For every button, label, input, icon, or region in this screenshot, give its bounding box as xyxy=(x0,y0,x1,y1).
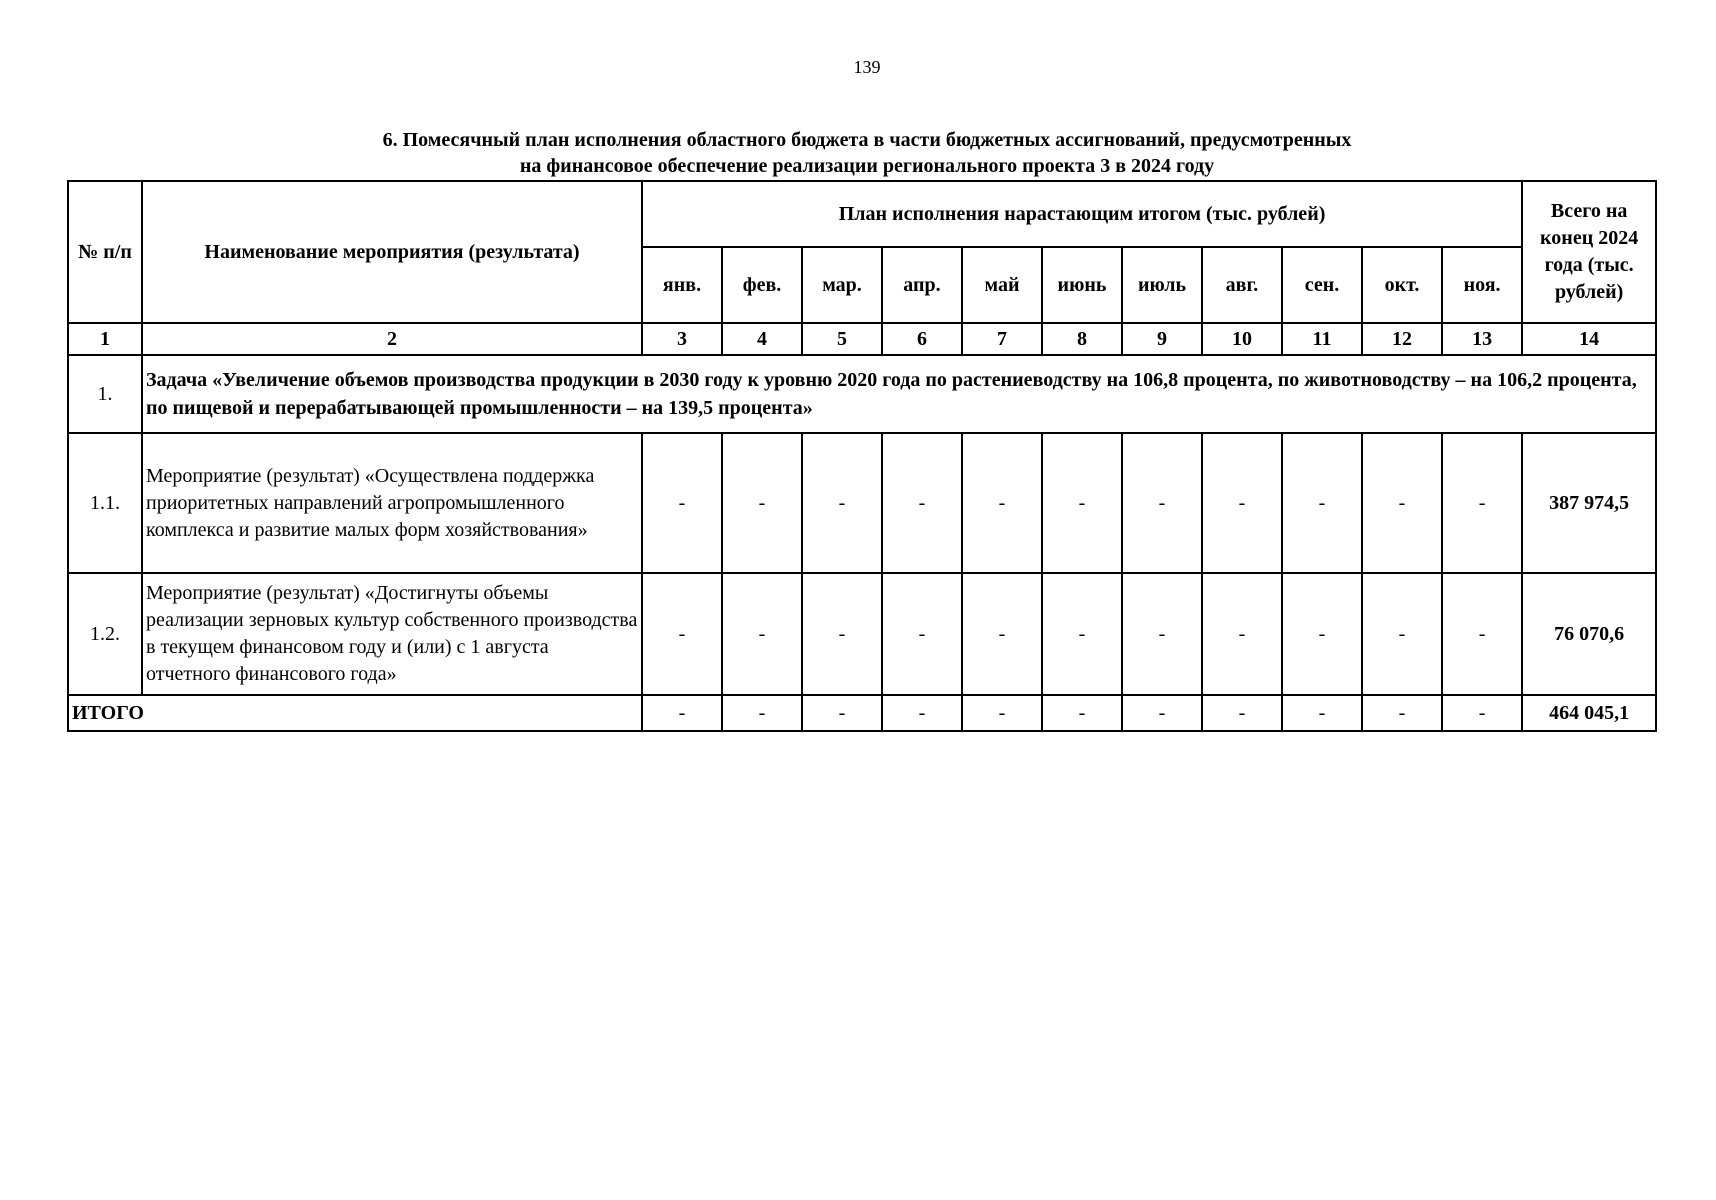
itogo-month-value: - xyxy=(1442,695,1522,731)
itogo-month-value: - xyxy=(1042,695,1122,731)
row-name: Мероприятие (результат) «Осуществлена поддержка приоритетных направлений агропромышленного комплекса и развитие малых форм хозяйствования» xyxy=(142,433,642,573)
column-number: 2 xyxy=(142,323,642,355)
itogo-month-value: - xyxy=(642,695,722,731)
month-value: - xyxy=(1282,433,1362,573)
header-num: № п/п xyxy=(68,181,142,323)
budget-plan-table xyxy=(67,180,1657,732)
header-total: Всего на конец 2024 года (тыс. рублей) xyxy=(1522,181,1656,323)
itogo-row xyxy=(68,695,1656,731)
month-value: - xyxy=(882,433,962,573)
itogo-total: 464 045,1 xyxy=(1522,695,1656,731)
column-number: 12 xyxy=(1362,323,1442,355)
column-number: 3 xyxy=(642,323,722,355)
month-value: - xyxy=(1282,573,1362,695)
month-value: - xyxy=(1202,433,1282,573)
month-value: - xyxy=(962,573,1042,695)
header-month: сен. xyxy=(1282,247,1362,323)
month-value: - xyxy=(1122,573,1202,695)
row-num: 1.2. xyxy=(68,573,142,695)
month-value: - xyxy=(1362,433,1442,573)
month-value: - xyxy=(1442,433,1522,573)
header-month: янв. xyxy=(642,247,722,323)
month-value: - xyxy=(1362,573,1442,695)
task-text: Задача «Увеличение объемов производства продукции в 2030 году к уровню 2020 года по растениеводству на 106,8 процента, по животноводству – на 106,2 процента, по пищевой и перерабатывающей промышленности – на 139,5 процента» xyxy=(142,355,1656,433)
row-num: 1.1. xyxy=(68,433,142,573)
itogo-month-value: - xyxy=(1282,695,1362,731)
column-number: 7 xyxy=(962,323,1042,355)
column-number: 4 xyxy=(722,323,802,355)
header-row-top xyxy=(68,181,1656,247)
header-month: май xyxy=(962,247,1042,323)
month-value: - xyxy=(802,433,882,573)
column-number: 10 xyxy=(1202,323,1282,355)
header-name: Наименование мероприятия (результата) xyxy=(142,181,642,323)
header-month: июнь xyxy=(1042,247,1122,323)
itogo-month-value: - xyxy=(802,695,882,731)
month-value: - xyxy=(1042,433,1122,573)
page-title xyxy=(150,127,1584,179)
table-row xyxy=(68,573,1656,695)
itogo-month-value: - xyxy=(962,695,1042,731)
itogo-month-value: - xyxy=(1362,695,1442,731)
page-number: 139 xyxy=(853,57,881,77)
itogo-month-value: - xyxy=(1202,695,1282,731)
column-number: 5 xyxy=(802,323,882,355)
header-month: окт. xyxy=(1362,247,1442,323)
month-value: - xyxy=(1442,573,1522,695)
column-number: 6 xyxy=(882,323,962,355)
month-value: - xyxy=(642,573,722,695)
itogo-month-value: - xyxy=(1122,695,1202,731)
month-value: - xyxy=(802,573,882,695)
month-value: - xyxy=(722,573,802,695)
month-value: - xyxy=(642,433,722,573)
month-value: - xyxy=(1122,433,1202,573)
month-value: - xyxy=(962,433,1042,573)
title-line-1: 6. Помесячный план исполнения областного бюджета в части бюджетных ассигнований, предусмотренных xyxy=(382,129,1352,151)
row-name: Мероприятие (результат) «Достигнуты объемы реализации зерновых культур собственного производства в текущем финансовом году и (или) с 1 августа отчетного финансового года» xyxy=(142,573,642,695)
row-total: 387 974,5 xyxy=(1522,433,1656,573)
row-total: 76 070,6 xyxy=(1522,573,1656,695)
itogo-label: ИТОГО xyxy=(68,695,642,731)
column-number: 14 xyxy=(1522,323,1656,355)
task-row xyxy=(68,355,1656,433)
column-number: 9 xyxy=(1122,323,1202,355)
month-value: - xyxy=(1042,573,1122,695)
column-number: 13 xyxy=(1442,323,1522,355)
header-month: фев. xyxy=(722,247,802,323)
month-value: - xyxy=(882,573,962,695)
column-number: 11 xyxy=(1282,323,1362,355)
month-value: - xyxy=(1202,573,1282,695)
header-month: авг. xyxy=(1202,247,1282,323)
itogo-month-value: - xyxy=(882,695,962,731)
header-month: апр. xyxy=(882,247,962,323)
month-value: - xyxy=(722,433,802,573)
header-plan: План исполнения нарастающим итогом (тыс. рублей) xyxy=(642,181,1522,247)
task-num: 1. xyxy=(68,355,142,433)
header-month: июль xyxy=(1122,247,1202,323)
header-month: мар. xyxy=(802,247,882,323)
column-number: 8 xyxy=(1042,323,1122,355)
itogo-month-value: - xyxy=(722,695,802,731)
header-month: ноя. xyxy=(1442,247,1522,323)
table-row xyxy=(68,433,1656,573)
title-line-2: на финансовое обеспечение реализации регионального проекта 3 в 2024 году xyxy=(519,155,1215,177)
column-number: 1 xyxy=(68,323,142,355)
column-number-row xyxy=(68,323,1656,355)
